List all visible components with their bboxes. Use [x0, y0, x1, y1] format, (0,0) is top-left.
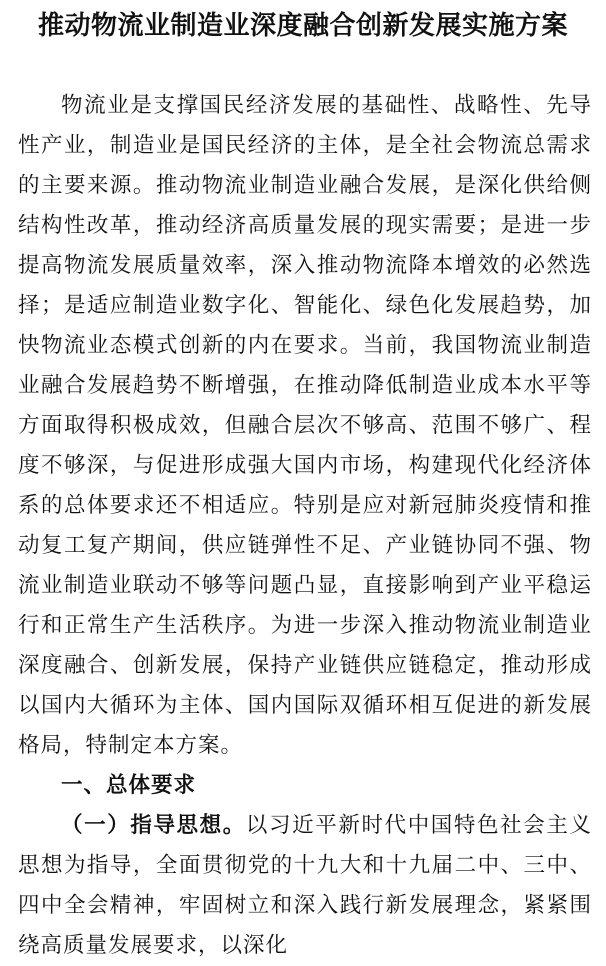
- document-title: 推动物流业制造业深度融合创新发展实施方案: [37, 11, 568, 41]
- subsection-paragraph: [18, 806, 592, 966]
- intro-paragraph: 物流业是支撑国民经济发展的基础性、战略性、先导性产业，制造业是国民经济的主体，是全社会物流总需求的主要来源。推动物流业制造业融合发展，是深化供给侧结构性改革，推动经济高质量发展的现实需要；是进一步提高物流发展质量效率，深入推动物流降本增效的必然选择；是适应制造业数字化、智能化、绿色化发展趋势，加快物流业态模式创新的内在要求。当前，我国物流业制造业融合发展趋势不断增强，在推动降低制造业成本水平等方面取得积极成效，但融合层次不够高、范围不够广、程度不够深，与促进形成强大国内市场，构建现代化经济体系的总体要求还不相适应。特别是应对新冠肺炎疫情和推动复工复产期间，供应链弹性不足、产业链协同不强、物流业制造业联动不够等问题凸显，直接影响到产业平稳运行和正常生产生活秩序。为进一步深入推动物流业制造业深度融合、创新发展，保持产业链供应链稳定，推动形成以国内大循环为主体、国内国际双循环相互促进的新发展格局，特制定本方案。: [18, 93, 592, 758]
- section-heading-overall-requirements: 一、总体要求: [61, 773, 197, 798]
- document-body: [18, 86, 592, 966]
- subsection-text: 以习近平新时代中国特色社会主义思想为指导，全面贯彻党的十九大和十九届二中、三中、四中全会精神，牢固树立和深入践行新发展理念，紧紧围绕高质量发展要求，以深化: [18, 813, 592, 958]
- subsection-label-guiding-ideology: （一）指导思想。: [61, 813, 246, 838]
